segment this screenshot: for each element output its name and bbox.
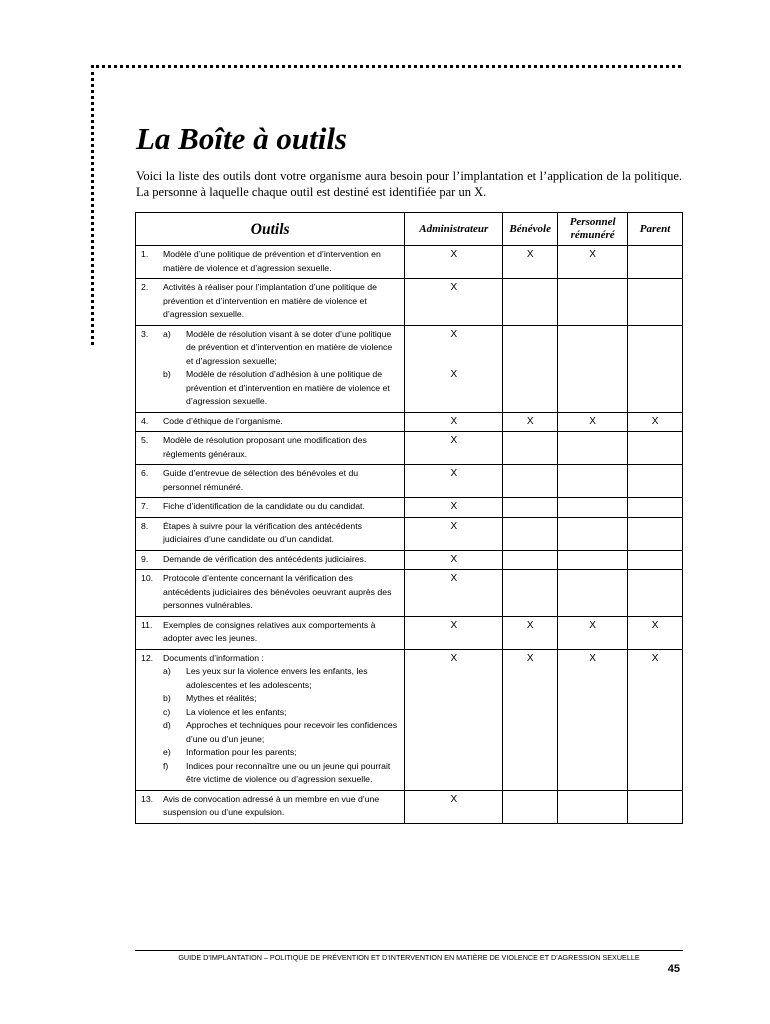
- mark-personnel: X: [558, 246, 628, 279]
- mark-admin-b: X: [450, 369, 458, 380]
- sub-item-letter: a): [163, 666, 171, 676]
- mark-benevole: [503, 279, 558, 326]
- item-text: Exemples de consignes relatives aux comportements à adopter avec les jeunes.: [163, 619, 376, 643]
- tool-cell: [136, 550, 405, 570]
- item-text: Avis de convocation adressé à un membre en vue d’une suspension ou d’une expulsion.: [163, 793, 380, 817]
- mark-personnel: [558, 570, 628, 617]
- tool-cell: [136, 432, 405, 465]
- sub-item-letter: c): [163, 706, 171, 717]
- sub-item-letter: f): [163, 760, 169, 771]
- mark-benevole: [503, 550, 558, 570]
- table-row: [136, 325, 683, 412]
- item-number: 5.: [141, 435, 149, 445]
- header-outils: Outils: [136, 213, 405, 246]
- mark-admin: X: [405, 279, 503, 326]
- sub-item-letter: d): [163, 720, 171, 730]
- mark-benevole: X: [503, 649, 558, 790]
- mark-admin-a: X: [450, 328, 458, 340]
- item-number: 10.: [141, 573, 154, 583]
- item-text: Protocole d’entente concernant la vérification des antécédents judiciaires des bénévoles oeuvrant auprès des personnes vulnérables.: [163, 573, 392, 610]
- tool-cell: [136, 465, 405, 498]
- sub-item: [163, 368, 398, 409]
- mark-personnel: [558, 790, 628, 823]
- dotted-border-left: [91, 65, 94, 345]
- mark-admin: X: [405, 432, 503, 465]
- tool-cell: [136, 649, 405, 790]
- sub-item: [163, 746, 398, 760]
- mark-parent: [628, 325, 683, 412]
- footer-text: GUIDE D’IMPLANTATION – POLITIQUE DE PRÉVENTION ET D’INTERVENTION EN MATIÈRE DE VIOLENCE ET D’AGRESSION SEXUELLE: [178, 953, 640, 962]
- mark-admin: X: [405, 550, 503, 570]
- mark-benevole: X: [503, 246, 558, 279]
- dotted-border-top: [91, 65, 681, 68]
- mark-admin: X: [405, 649, 503, 790]
- sub-item: [163, 706, 398, 720]
- mark-benevole: [503, 790, 558, 823]
- mark-parent: [628, 550, 683, 570]
- table-header-row: [136, 213, 683, 246]
- table-row: [136, 550, 683, 570]
- item-number: 6.: [141, 468, 149, 478]
- item-number: 4.: [141, 415, 149, 426]
- item-text: Documents d’information :: [163, 652, 264, 663]
- mark-personnel: [558, 498, 628, 518]
- mark-admin: X: [405, 465, 503, 498]
- header-administrateur: Administrateur: [405, 213, 503, 246]
- mark-benevole: X: [503, 412, 558, 432]
- mark-admin: X: [405, 412, 503, 432]
- table-row: [136, 616, 683, 649]
- sub-item-text: Modèle de résolution d’adhésion à une politique de prévention et d’intervention en matière de violence et d’agression sexuelle.: [186, 369, 390, 406]
- mark-parent: X: [628, 412, 683, 432]
- page-title: La Boîte à outils: [136, 121, 347, 156]
- sub-item-text: Approches et techniques pour recevoir les confidences d’une ou d’un jeune;: [186, 720, 398, 744]
- mark-parent: [628, 432, 683, 465]
- sub-item: [163, 760, 398, 787]
- mark-benevole: [503, 517, 558, 550]
- tools-table: [135, 212, 683, 824]
- item-number: 1.: [141, 249, 149, 259]
- footer-divider: [135, 950, 683, 951]
- item-number: 13.: [141, 793, 154, 804]
- sub-item: [163, 328, 398, 369]
- mark-parent: [628, 517, 683, 550]
- header-personnel-remunere: [558, 213, 628, 246]
- mark-personnel: [558, 279, 628, 326]
- tool-cell: [136, 570, 405, 617]
- mark-benevole: [503, 325, 558, 412]
- item-text: Activités à réaliser pour l’implantation d’une politique de prévention et d’intervention en matière de violence et d’agression sexuelle.: [163, 282, 377, 319]
- mark-admin: X: [405, 790, 503, 823]
- item-text: Guide d’entrevue de sélection des bénévoles et du personnel rémunéré.: [163, 468, 359, 492]
- sub-item-text: Mythes et réalités;: [186, 693, 257, 703]
- mark-personnel: [558, 517, 628, 550]
- item-number: 9.: [141, 553, 149, 564]
- mark-personnel: [558, 325, 628, 412]
- mark-parent: [628, 790, 683, 823]
- tool-cell: [136, 246, 405, 279]
- header-personnel-line2: rémunéré: [570, 229, 615, 241]
- item-number: 2.: [141, 282, 149, 292]
- tool-cell: [136, 325, 405, 412]
- mark-personnel: [558, 432, 628, 465]
- tool-cell: [136, 790, 405, 823]
- tool-cell: [136, 517, 405, 550]
- sub-item: [163, 665, 398, 692]
- table-row: [136, 570, 683, 617]
- item-number: 7.: [141, 501, 149, 511]
- sub-item-letter: e): [163, 747, 171, 757]
- mark-admin: X: [405, 616, 503, 649]
- tool-cell: [136, 279, 405, 326]
- mark-parent: [628, 465, 683, 498]
- item-number: 12.: [141, 652, 154, 663]
- sub-item-text: La violence et les enfants;: [186, 706, 287, 717]
- tool-cell: [136, 498, 405, 518]
- mark-admin: X: [405, 246, 503, 279]
- intro-paragraph: Voici la liste des outils dont votre organisme aura besoin pour l’implantation et l’application de la politique. La personne à laquelle chaque outil est destiné est identifiée par un X.: [136, 169, 682, 199]
- item-text: Modèle d’une politique de prévention et d’intervention en matière de violence et d’agression sexuelle.: [163, 249, 381, 273]
- mark-personnel: X: [558, 616, 628, 649]
- sub-item: [163, 692, 398, 706]
- mark-personnel: X: [558, 649, 628, 790]
- table-row: [136, 498, 683, 518]
- mark-benevole: X: [503, 616, 558, 649]
- table-row: [136, 279, 683, 326]
- table-row: [136, 246, 683, 279]
- item-text: Code d’éthique de l’organisme.: [163, 415, 283, 426]
- table-row: [136, 517, 683, 550]
- mark-benevole: [503, 432, 558, 465]
- mark-parent: X: [628, 616, 683, 649]
- mark-benevole: [503, 465, 558, 498]
- mark-parent: [628, 279, 683, 326]
- header-benevole: Bénévole: [503, 213, 558, 246]
- table-row: [136, 649, 683, 790]
- table-row: [136, 412, 683, 432]
- sub-item-letter: b): [163, 369, 171, 379]
- sub-item-letter: b): [163, 693, 171, 703]
- mark-parent: [628, 498, 683, 518]
- mark-admin: X: [405, 570, 503, 617]
- tool-cell: [136, 412, 405, 432]
- item-number: 3.: [141, 328, 149, 339]
- page-number: 45: [667, 963, 680, 975]
- item-number: 11.: [141, 619, 153, 630]
- mark-parent: [628, 570, 683, 617]
- mark-admin: X: [405, 517, 503, 550]
- item-text: Modèle de résolution proposant une modification des règlements généraux.: [163, 435, 367, 459]
- table-row: [136, 432, 683, 465]
- mark-admin: [405, 325, 503, 412]
- sub-item-letter: a): [163, 328, 171, 339]
- sub-item: [163, 719, 398, 746]
- item-text: Fiche d’identification de la candidate ou du candidat.: [163, 501, 365, 511]
- mark-personnel: X: [558, 412, 628, 432]
- sub-item-text: Indices pour reconnaître une ou un jeune qui pourrait être victime de violence ou d’agression sexuelle.: [186, 760, 391, 784]
- item-text: Demande de vérification des antécédents judiciaires.: [163, 553, 367, 564]
- mark-personnel: [558, 550, 628, 570]
- item-number: 8.: [141, 520, 149, 531]
- mark-admin: X: [405, 498, 503, 518]
- table-row: [136, 465, 683, 498]
- header-parent: Parent: [628, 213, 683, 246]
- mark-personnel: [558, 465, 628, 498]
- mark-parent: X: [628, 649, 683, 790]
- mark-parent: [628, 246, 683, 279]
- sub-item-text: Information pour les parents;: [186, 747, 297, 757]
- sub-item-text: Modèle de résolution visant à se doter d’une politique de prévention et d’intervention en matière de violence et d’agression sexuelle;: [186, 328, 393, 366]
- table-row: [136, 790, 683, 823]
- item-text: Étapes à suivre pour la vérification des antécédents judiciaires d’une candidate ou d’un candidat.: [163, 520, 362, 544]
- sub-item-text: Les yeux sur la violence envers les enfants, les adolescentes et les adolescents;: [186, 666, 368, 690]
- tool-cell: [136, 616, 405, 649]
- header-personnel-line1: Personnel: [569, 216, 616, 228]
- mark-benevole: [503, 498, 558, 518]
- mark-benevole: [503, 570, 558, 617]
